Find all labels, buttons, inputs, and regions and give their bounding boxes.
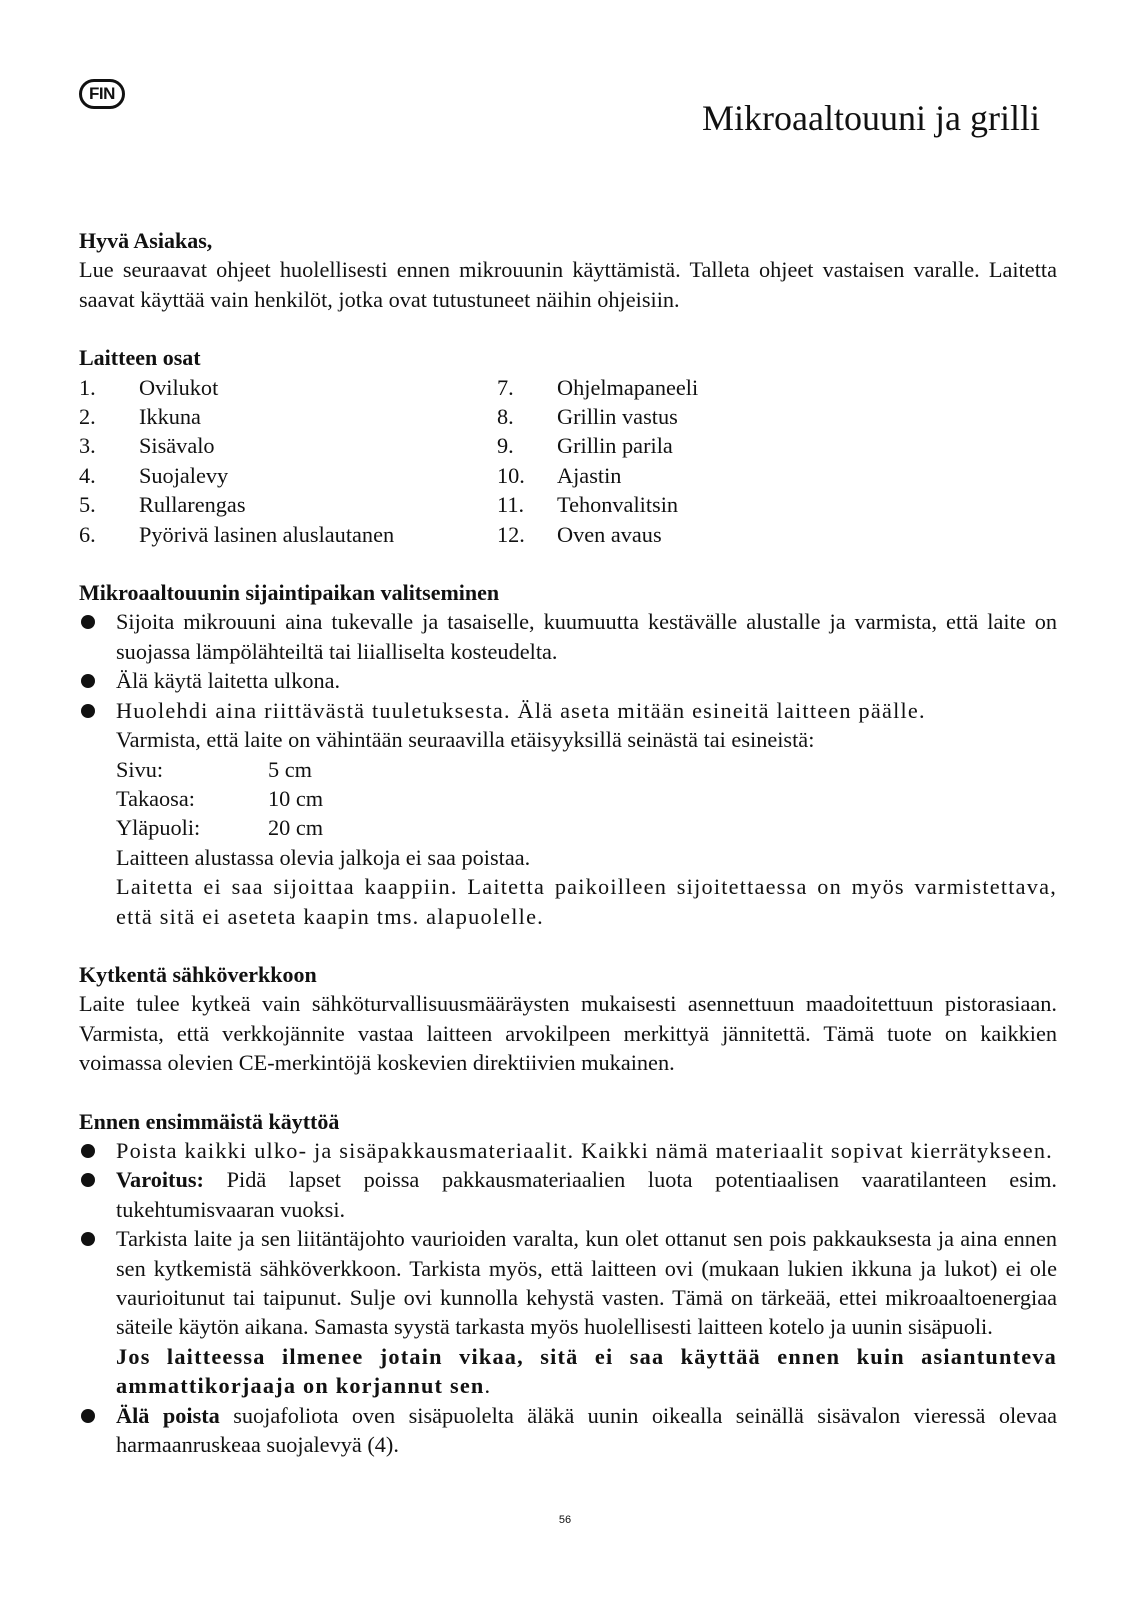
bullet-icon [81, 1232, 95, 1246]
first-use-section [79, 1107, 1057, 1460]
list-item [79, 1224, 1057, 1400]
part-name: Sisävalo [139, 433, 215, 459]
distance-table [116, 755, 1057, 843]
list-item [79, 696, 1057, 931]
part-name: Ohjelmapaneeli [557, 374, 699, 400]
part-number: 7. [497, 374, 514, 400]
bullet-icon [81, 1409, 95, 1423]
part-name: Suojalevy [139, 462, 229, 488]
distance-value: 20 cm [268, 815, 324, 841]
greeting-text: Lue seuraavat ohjeet huolellisesti ennen mikrouunin käyttämistä. Talleta ohjeet vastaisen varalle. Laitetta saavat käyttää vain henkilöt, jotka ovat tutustuneet näihin ohjeisiin. [79, 257, 1057, 312]
list-item [79, 1401, 1057, 1460]
part-name: Ikkuna [139, 404, 201, 430]
part-name: Rullarengas [139, 492, 246, 518]
part-number: 2. [79, 404, 96, 430]
page-title: Mikroaaltouuni ja grilli [702, 98, 1040, 139]
parts-list [79, 373, 1057, 549]
part-number: 6. [79, 521, 96, 547]
bullet-text: Laitetta ei saa sijoittaa kaappiin. Laitetta paikoilleen sijoitettaessa on myös varmistettava, että sitä ei aseteta kaapin tms. alapuolelle. [116, 874, 1057, 929]
bullet-text: Älä käytä laitetta ulkona. [116, 668, 341, 694]
manual-content [79, 226, 1057, 1459]
part-number: 4. [79, 462, 96, 488]
greeting-section [79, 226, 1057, 314]
part-number: 12. [497, 521, 525, 547]
part-name: Grillin vastus [557, 404, 678, 430]
placement-list [79, 607, 1057, 930]
parts-section [79, 343, 1057, 549]
part-name: Pyörivä lasinen aluslautanen [139, 521, 395, 547]
bullet-warning [116, 1342, 1057, 1401]
part-name: Grillin parila [557, 433, 673, 459]
bullet-text: Varmista, että laite on vähintään seuraavilla etäisyyksillä seinästä tai esineistä: [116, 727, 815, 753]
list-item [79, 666, 1057, 695]
bullet-text: Poista kaikki ulko- ja sisäpakkausmateriaalit. Kaikki nämä materiaalit sopivat kierrätykseen. [116, 1137, 1053, 1163]
greeting-heading: Hyvä Asiakas, [79, 228, 213, 253]
list-item [79, 607, 1057, 666]
language-badge: FIN [79, 79, 125, 109]
bullet-icon [81, 1144, 95, 1158]
first-use-list [79, 1136, 1057, 1459]
part-number: 8. [497, 404, 514, 430]
bullet-icon [81, 1173, 95, 1187]
warning-text: Jos laitteessa ilmenee jotain vikaa, sitä ei saa käyttää ennen kuin asiantunteva ammattikorjaaja on korjannut sen [116, 1343, 1057, 1399]
part-number: 3. [79, 433, 96, 459]
list-item [79, 1165, 1057, 1224]
bullet-text: suojafoliota oven sisäpuolelta äläkä uunin oikealla seinällä sisävalon vieressä olevaa harmaanruskeaa suojalevyä (4). [116, 1402, 1057, 1458]
bullet-icon [81, 674, 95, 688]
warning-label: Älä poista [116, 1402, 220, 1428]
distance-label: Takaosa: [116, 785, 195, 811]
connection-section [79, 960, 1057, 1078]
part-number: 5. [79, 492, 96, 518]
bullet-text: Tarkista laite ja sen liitäntäjohto vaurioiden varalta, kun olet ottanut sen pois pakkauksesta ja aina ennen sen kytkemistä sähköverkkoon. Tarkista myös, että laitteen ovi (mukaan lukien ikkuna ja lukot) ei ole vaurioitunut tai taipunut. Sulje ovi kunnolla kehystä vasten. Tämä on tärkeää, ettei mikroaaltoenergiaa säteile käytön aikana. Samasta syystä tarkasta myös huolellisesti laitteen kotelo ja uunin sisäpuoli. [116, 1226, 1057, 1340]
part-number: 9. [497, 433, 514, 459]
page-number: 56 [558, 1514, 572, 1526]
distance-label: Yläpuoli: [116, 815, 201, 841]
bullet-text: Laitteen alustassa olevia jalkoja ei saa poistaa. [116, 844, 531, 870]
part-number: 1. [79, 374, 96, 400]
part-name: Ovilukot [139, 374, 219, 400]
bullet-text: Huolehdi aina riittävästä tuuletuksesta. Älä aseta mitään esineitä laitteen päälle. [116, 697, 926, 723]
bullet-text: Sijoita mikrouuni aina tukevalle ja tasaiselle, kuumuutta kestävälle alustalle ja varmista, että laite on suojassa lämpölähteiltä tai liialliselta kosteudelta. [116, 609, 1057, 664]
connection-text: Laite tulee kytkeä vain sähköturvallisuusmääräysten mukaisesti asennettuun maadoitettuun pistorasiaan. Varmista, että verkkojännite vastaa laitteen arvokilpeen merkittyä jännitettä. Tämä tuote on kaikkien voimassa olevien CE-merkintöjä koskevien direktiivien mukainen. [79, 991, 1057, 1076]
distance-value: 10 cm [268, 785, 324, 811]
bullet-text: Pidä lapset poissa pakkausmateriaalien luota potentiaalisen vaaratilanteen esim. tukehtumisvaaran vuoksi. [116, 1167, 1057, 1222]
warning-end: . [484, 1373, 491, 1399]
bullet-icon [81, 615, 95, 629]
distance-value: 5 cm [268, 756, 312, 782]
first-use-heading: Ennen ensimmäistä käyttöä [79, 1108, 340, 1134]
distance-label: Sivu: [116, 756, 164, 782]
part-name: Tehonvalitsin [557, 492, 679, 518]
bullet-icon [81, 704, 95, 718]
parts-heading: Laitteen osat [79, 345, 201, 371]
part-number: 10. [497, 462, 525, 488]
placement-section [79, 578, 1057, 931]
connection-heading: Kytkentä sähköverkkoon [79, 961, 317, 987]
part-name: Ajastin [557, 462, 622, 488]
warning-label: Varoitus: [116, 1167, 204, 1193]
placement-heading: Mikroaaltouunin sijaintipaikan valitseminen [79, 580, 500, 606]
list-item [79, 1136, 1057, 1165]
part-name: Oven avaus [557, 521, 662, 547]
part-number: 11. [497, 492, 525, 518]
